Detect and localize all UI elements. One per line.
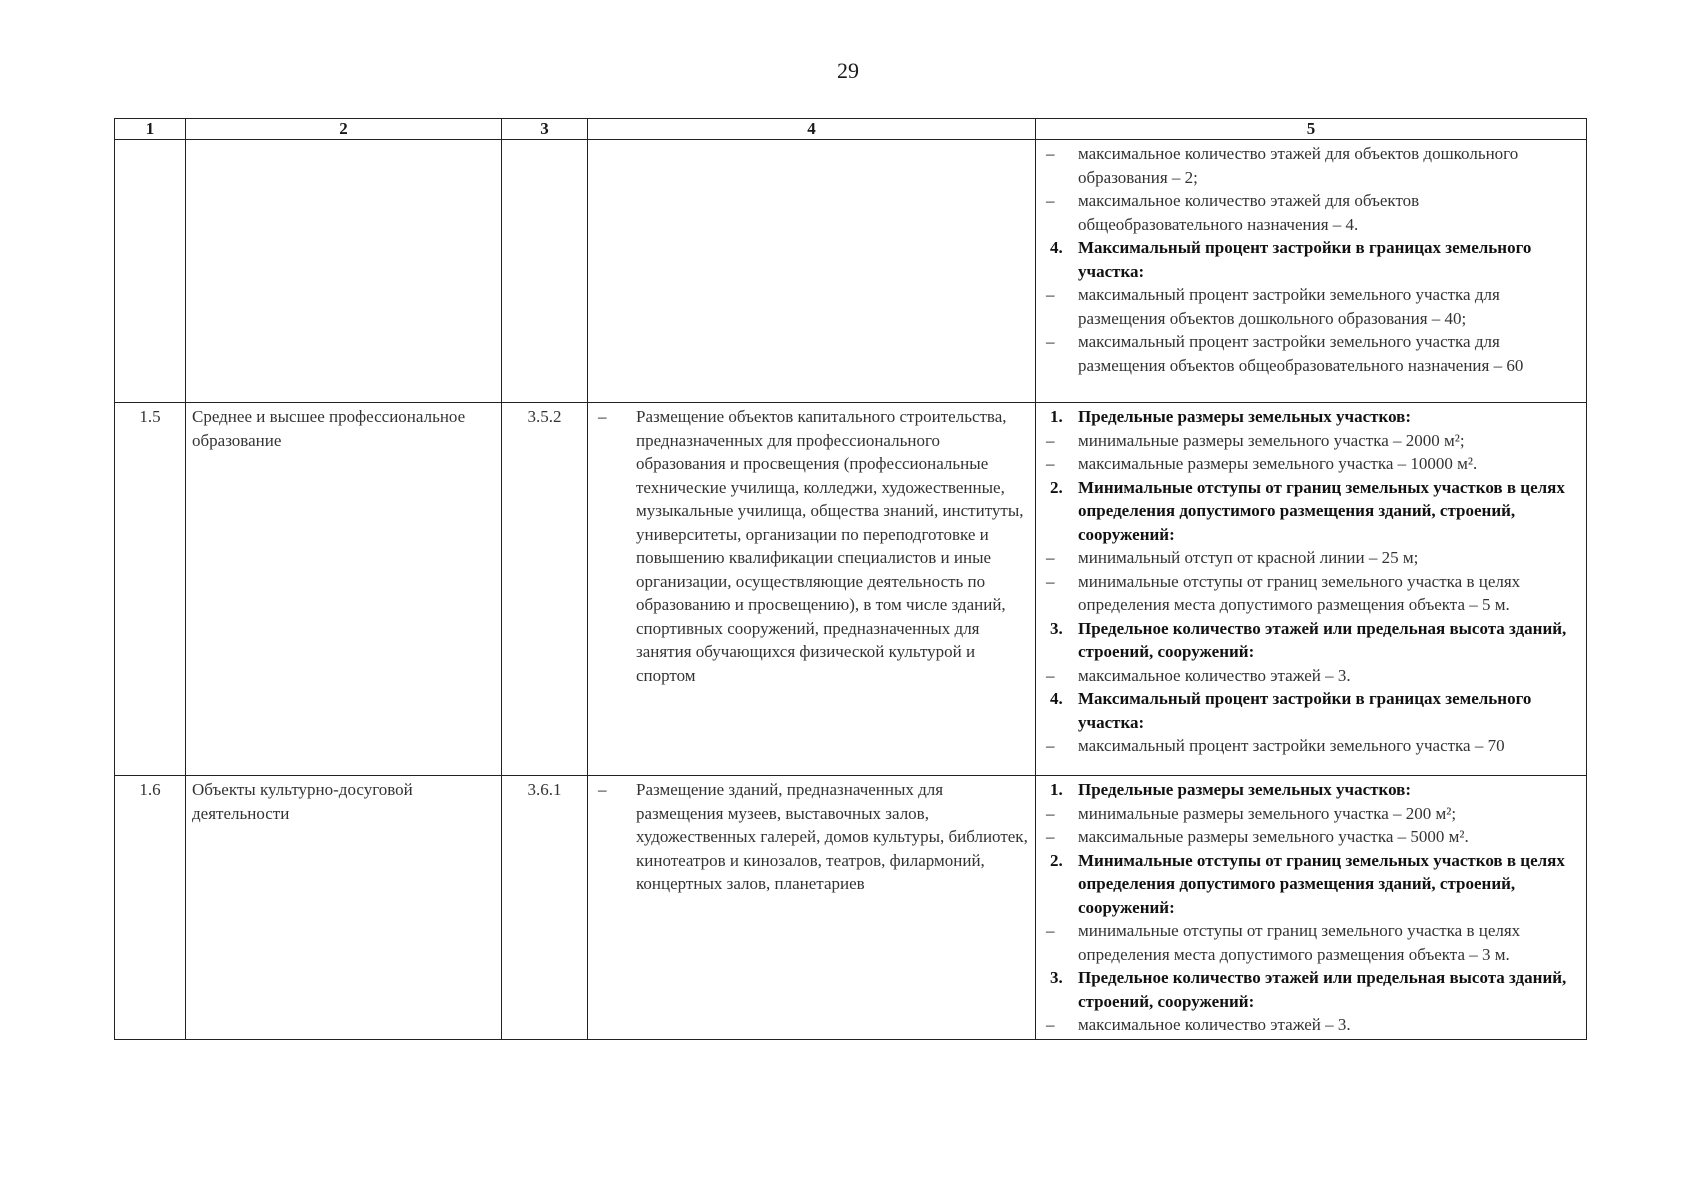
parameter-text: Предельное количество этажей или предельная высота зданий, строений, сооружений:: [1078, 618, 1567, 661]
table-row: [115, 140, 1587, 403]
dash-marker: –: [1046, 665, 1055, 685]
number-marker: 2.: [1050, 477, 1063, 497]
number-marker: 4.: [1050, 689, 1063, 708]
parameter-text: максимальные размеры земельного участка – 10000 м².: [1078, 454, 1478, 473]
dash-marker: –: [1046, 827, 1055, 846]
parameter-item: [1042, 546, 1580, 570]
use-description-cell: [588, 776, 1036, 1040]
parameter-item: [1042, 825, 1580, 849]
number-marker: 3.: [1050, 618, 1063, 638]
dash-marker: –: [1046, 803, 1055, 823]
description-text: Размещение объектов капитального строительства, предназначенных для профессионального образования и просвещения (профессиональные технические училища, колледжи, художественные, музыкальные училища, общества знаний, институты, университеты, организации по переподготовке и повышению квалификации специалистов и иные организации, осуществляющие деятельность по образованию и просвещению), в том числе зданий, спортивных сооружений, предназначенных для занятия обучающихся физической культурой и спортом: [636, 407, 1024, 685]
parameter-item: [1042, 452, 1580, 476]
parameter-heading: [1042, 849, 1580, 920]
use-name-cell: Объекты культурно-досуговой деятельности: [186, 776, 502, 1040]
use-name-cell: [186, 140, 502, 403]
parameter-text: максимальный процент застройки земельного участка для размещения объектов дошкольного образования – 40;: [1078, 285, 1500, 328]
use-description-cell: [588, 403, 1036, 776]
parameter-heading: [1042, 687, 1580, 734]
parameter-text: минимальные отступы от границ земельного участка в целях определения места допустимого размещения объекта – 5 м.: [1078, 571, 1521, 614]
dash-marker: –: [1046, 1015, 1055, 1034]
column-header-3: 3: [502, 119, 588, 140]
parameter-item: [1042, 570, 1580, 617]
zoning-regulations-table: [114, 118, 1587, 1040]
parameter-text: минимальные отступы от границ земельного участка в целях определения места допустимого размещения объекта – 3 м.: [1078, 921, 1521, 964]
parameter-heading: [1042, 476, 1580, 547]
parameter-text: максимальное количество этажей для объектов общеобразовательного назначения – 4.: [1078, 191, 1420, 234]
number-marker: 1.: [1050, 780, 1063, 799]
parameter-text: Минимальные отступы от границ земельных участков в целях определения допустимого размещения зданий, строений, сооружений:: [1078, 850, 1565, 917]
parameter-text: максимальное количество этажей – 3.: [1078, 1015, 1351, 1034]
parameter-item: [1042, 429, 1580, 453]
parameter-item: [1042, 142, 1580, 189]
parameter-text: Предельные размеры земельных участков:: [1078, 780, 1412, 799]
parameter-text: минимальные размеры земельного участка – 2000 м²;: [1078, 430, 1465, 450]
parameters-cell: [1036, 403, 1587, 776]
page-number: 29: [837, 58, 859, 83]
number-marker: 4.: [1050, 238, 1063, 257]
column-header-2: 2: [186, 119, 502, 140]
description-text: Размещение зданий, предназначенных для размещения музеев, выставочных залов, художественных галерей, домов культуры, библиотек, кинотеатров и кинозалов, театров, филармоний, концертных залов, планетариев: [636, 780, 1028, 893]
parameter-item: [1042, 283, 1580, 330]
dash-marker: –: [1046, 332, 1055, 351]
parameter-text: минимальный отступ от красной линии – 25 м;: [1078, 548, 1419, 567]
dash-marker: –: [1046, 921, 1055, 940]
number-marker: 2.: [1050, 850, 1063, 870]
parameter-text: максимальное количество этажей – 3.: [1078, 665, 1351, 685]
description-item: [594, 405, 1029, 687]
row-number-cell: [115, 140, 186, 403]
parameter-item: [1042, 919, 1580, 966]
dash-marker: –: [1046, 144, 1055, 163]
table-row: [115, 403, 1587, 776]
column-header-5: 5: [1036, 119, 1587, 140]
table-header-row: [115, 119, 1587, 140]
dash-marker: –: [1046, 548, 1055, 567]
dash-marker: –: [598, 780, 607, 799]
parameter-heading: [1042, 617, 1580, 664]
dash-marker: –: [598, 407, 607, 426]
parameter-item: [1042, 734, 1580, 758]
parameter-text: максимальный процент застройки земельного участка – 70: [1078, 736, 1505, 755]
dash-marker: –: [1046, 191, 1055, 210]
parameter-item: [1042, 802, 1580, 826]
dash-marker: –: [1046, 285, 1055, 304]
parameter-text: Предельное количество этажей или предельная высота зданий, строений, сооружений:: [1078, 968, 1567, 1011]
parameter-text: Максимальный процент застройки в границах земельного участка:: [1078, 689, 1532, 732]
parameter-text: минимальные размеры земельного участка – 200 м²;: [1078, 803, 1457, 823]
dash-marker: –: [1046, 430, 1055, 450]
parameter-item: [1042, 664, 1580, 688]
dash-marker: –: [1046, 736, 1055, 755]
use-code-cell: 3.6.1: [502, 776, 588, 1040]
column-header-1: 1: [115, 119, 186, 140]
parameters-cell: [1036, 776, 1587, 1040]
parameter-text: Предельные размеры земельных участков:: [1078, 407, 1412, 426]
use-name-cell: Среднее и высшее профессиональное образование: [186, 403, 502, 776]
number-marker: 3.: [1050, 968, 1063, 987]
column-header-4: 4: [588, 119, 1036, 140]
row-number-cell: 1.6: [115, 776, 186, 1040]
parameters-cell: [1036, 140, 1587, 403]
use-code-cell: [502, 140, 588, 403]
parameter-heading: [1042, 236, 1580, 283]
dash-marker: –: [1046, 454, 1055, 473]
parameter-heading: [1042, 966, 1580, 1013]
parameter-heading: [1042, 405, 1580, 429]
parameter-item: [1042, 189, 1580, 236]
parameter-text: максимальные размеры земельного участка – 5000 м².: [1078, 827, 1469, 846]
parameter-item: [1042, 1013, 1580, 1037]
parameter-text: Максимальный процент застройки в границах земельного участка:: [1078, 238, 1532, 281]
use-description-cell: [588, 140, 1036, 403]
parameter-heading: [1042, 778, 1580, 802]
parameter-text: максимальный процент застройки земельного участка для размещения объектов общеобразовательного назначения – 60: [1078, 332, 1524, 375]
dash-marker: –: [1046, 571, 1055, 591]
parameter-text: максимальное количество этажей для объектов дошкольного образования – 2;: [1078, 144, 1519, 187]
parameter-item: [1042, 330, 1580, 377]
use-code-cell: 3.5.2: [502, 403, 588, 776]
row-number-cell: 1.5: [115, 403, 186, 776]
number-marker: 1.: [1050, 407, 1063, 426]
description-item: [594, 778, 1029, 896]
parameter-text: Минимальные отступы от границ земельных участков в целях определения допустимого размещения зданий, строений, сооружений:: [1078, 477, 1565, 544]
table-row: [115, 776, 1587, 1040]
